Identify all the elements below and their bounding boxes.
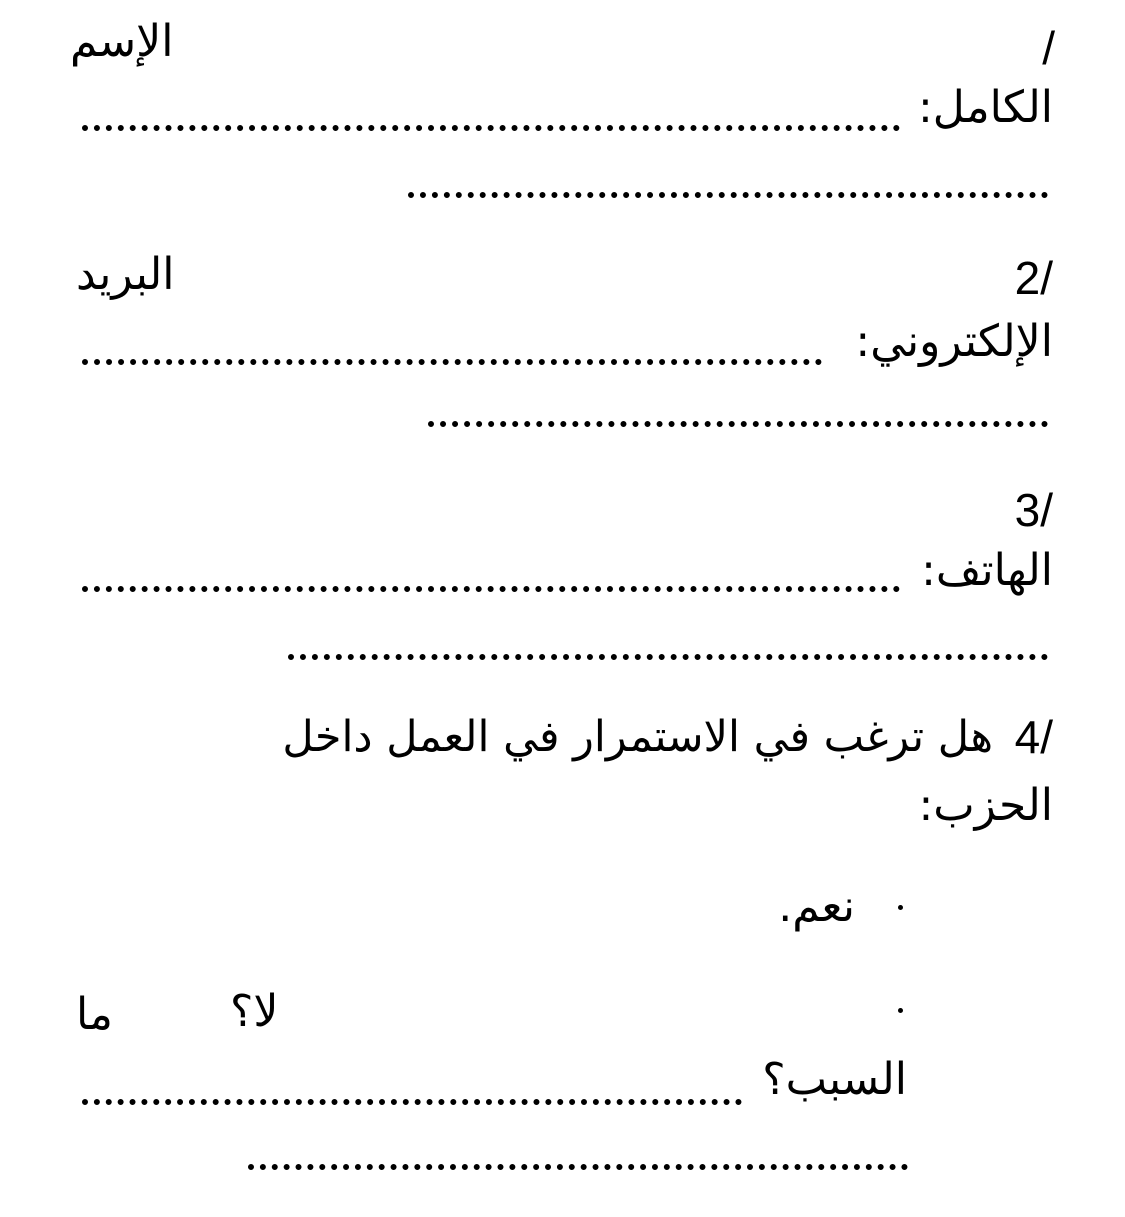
reason-line-1[interactable]: [82, 1099, 742, 1105]
field-2-label-first: البريد: [76, 249, 175, 300]
field-1-label-second: الكامل:: [917, 82, 1053, 133]
field-1-number: /: [1042, 22, 1055, 74]
field-3-line-2[interactable]: [288, 654, 1048, 660]
bullet-yes: [898, 905, 903, 910]
question-line-1: هل ترغب في الاستمرار في العمل داخل: [282, 712, 993, 762]
field-2-label-second: الإلكتروني:: [855, 316, 1053, 367]
field-3-label-second: الهاتف:: [921, 545, 1053, 596]
field-2-line-2[interactable]: [428, 421, 1048, 427]
field-3-number: 3/: [1014, 484, 1053, 536]
bullet-no: [898, 1008, 903, 1013]
reason-what: ما: [76, 989, 113, 1040]
field-1-line-1[interactable]: [82, 125, 900, 131]
question-line-2: الحزب:: [918, 780, 1053, 831]
field-2-number: 2/: [1014, 252, 1053, 304]
question-number: 4/: [1014, 711, 1053, 763]
reason-word: السبب؟: [762, 1054, 907, 1105]
option-yes[interactable]: نعم.: [778, 881, 855, 932]
field-3-line-1[interactable]: [82, 586, 900, 592]
field-2-line-1[interactable]: [82, 359, 822, 365]
reason-line-2[interactable]: [248, 1164, 908, 1170]
field-1-label-first: الإسم: [70, 16, 174, 67]
field-1-line-2[interactable]: [408, 192, 1048, 198]
option-no[interactable]: لا؟: [230, 986, 279, 1037]
